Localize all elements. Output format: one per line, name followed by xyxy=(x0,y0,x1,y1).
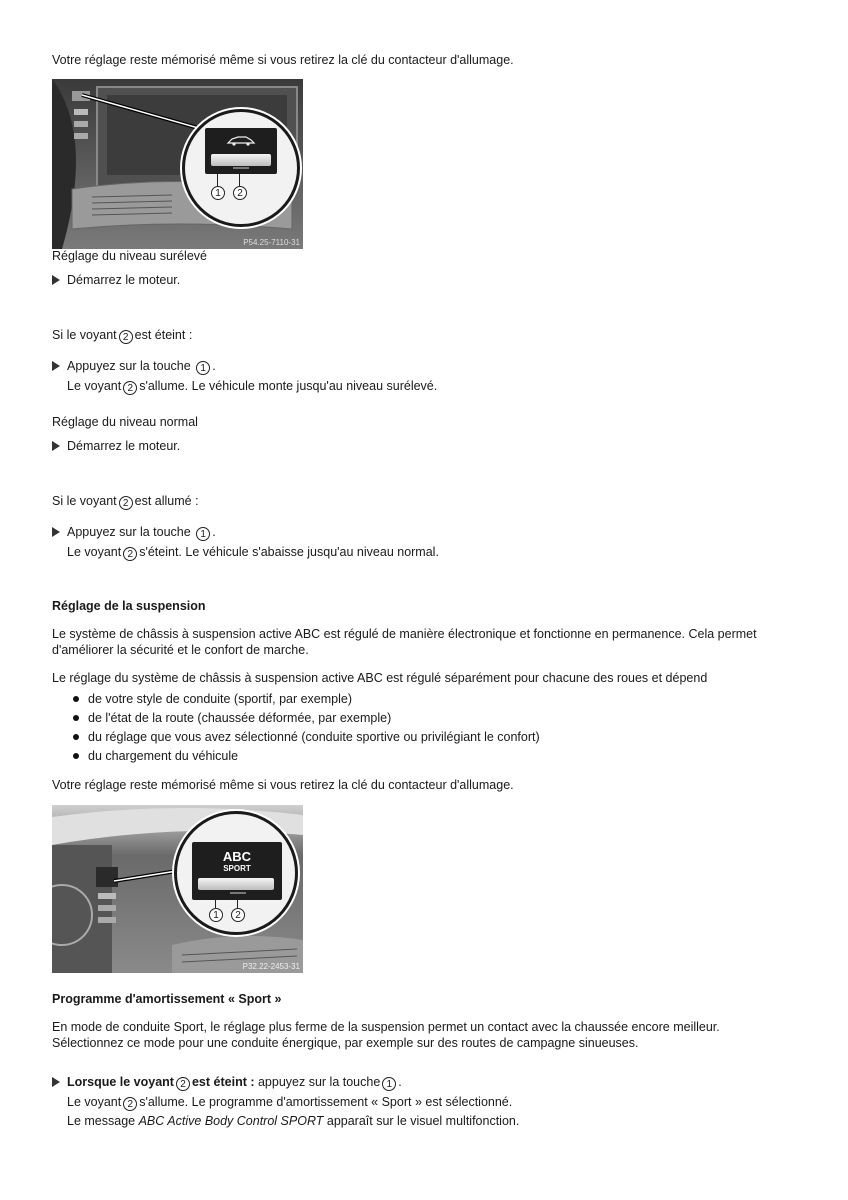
memory-note-2: Votre réglage reste mémorisé même si vous retirez la clé du contacteur d'allumage. xyxy=(52,778,514,792)
sport-step: Lorsque le voyant 2 est éteint : appuyez sur la touche 1 . xyxy=(67,1075,402,1090)
step-arrow-icon xyxy=(52,441,60,451)
callout-1: 1 xyxy=(211,186,225,200)
step-arrow-icon xyxy=(52,361,60,371)
callout-2: 2 xyxy=(233,186,247,200)
figure-code: P54.25-7110-31 xyxy=(243,238,300,247)
list-item: de l'état de la route (chaussée déformée, par exemple) xyxy=(88,711,392,725)
normal-result: Le voyant 2 s'éteint. Le véhicule s'abaisse jusqu'au niveau normal. xyxy=(67,545,439,560)
suspension-para-1-line-2: d'améliorer la sécurité et le confort de marche. xyxy=(52,643,309,657)
button-panel xyxy=(192,842,282,900)
suspension-para-2: Le réglage du système de châssis à suspension active ABC est régulé séparément pour chacune des roues et dépend xyxy=(52,671,708,685)
list-item: du chargement du véhicule xyxy=(88,749,239,763)
suspension-para-1-line-1: Le système de châssis à suspension active ABC est régulé de manière électronique et fonctionne en permanence. Cela permet xyxy=(52,627,757,641)
step-arrow-icon xyxy=(52,1077,60,1087)
bullet-icon xyxy=(73,734,79,740)
bullet-icon xyxy=(73,715,79,721)
raise-step-start: Démarrez le moteur. xyxy=(67,273,181,287)
memory-note: Votre réglage reste mémorisé même si vous retirez la clé du contacteur d'allumage. xyxy=(52,53,514,67)
level-button-photo xyxy=(52,79,303,249)
sport-result-2: Le message ABC Active Body Control SPORT apparaît sur le visuel multifonction. xyxy=(67,1114,520,1128)
zoom-inset xyxy=(182,109,300,227)
sport-para-line-2: Sélectionnez ce mode pour une conduite énergique, par exemple sur des routes de campagne sinueuses. xyxy=(52,1036,639,1050)
normal-heading: Réglage du niveau normal xyxy=(52,415,198,429)
step-arrow-icon xyxy=(52,527,60,537)
abc-button[interactable] xyxy=(198,878,274,890)
step-arrow-icon xyxy=(52,275,60,285)
car-level-icon xyxy=(226,134,256,146)
raise-condition: Si le voyant 2 est éteint : xyxy=(52,328,193,343)
sport-label: SPORT xyxy=(223,864,251,873)
list-item: de votre style de conduite (sportif, par exemple) xyxy=(88,692,353,706)
abc-button-photo xyxy=(52,805,303,973)
indicator-lamp xyxy=(230,892,246,894)
raise-result: Le voyant 2 s'allume. Le véhicule monte jusqu'au niveau surélevé. xyxy=(67,379,438,394)
normal-step-press: Appuyez sur la touche 1 . xyxy=(67,525,216,540)
figure-code: P32.22-2453-31 xyxy=(242,962,300,971)
sport-heading: Programme d'amortissement « Sport » xyxy=(52,992,282,1006)
sport-para-line-1: En mode de conduite Sport, le réglage plus ferme de la suspension permet un contact avec la chaussée encore meilleur. xyxy=(52,1020,720,1034)
suspension-heading: Réglage de la suspension xyxy=(52,599,206,613)
normal-step-start: Démarrez le moteur. xyxy=(67,439,181,453)
callout-2: 2 xyxy=(231,908,245,922)
button-panel xyxy=(205,128,277,174)
level-button[interactable] xyxy=(211,154,271,166)
abc-label: ABC xyxy=(222,849,252,864)
normal-condition: Si le voyant 2 est allumé : xyxy=(52,494,199,509)
sport-result-1: Le voyant 2 s'allume. Le programme d'amortissement « Sport » est sélectionné. xyxy=(67,1095,513,1110)
raise-step-press: Appuyez sur la touche 1 . xyxy=(67,359,216,374)
zoom-inset xyxy=(174,811,298,935)
callout-1: 1 xyxy=(209,908,223,922)
bullet-icon xyxy=(73,696,79,702)
bullet-icon xyxy=(73,753,79,759)
list-item: du réglage que vous avez sélectionné (conduite sportive ou privilégiant le confort) xyxy=(88,730,540,744)
raise-heading: Réglage du niveau surélevé xyxy=(52,249,207,263)
indicator-lamp xyxy=(233,167,249,169)
